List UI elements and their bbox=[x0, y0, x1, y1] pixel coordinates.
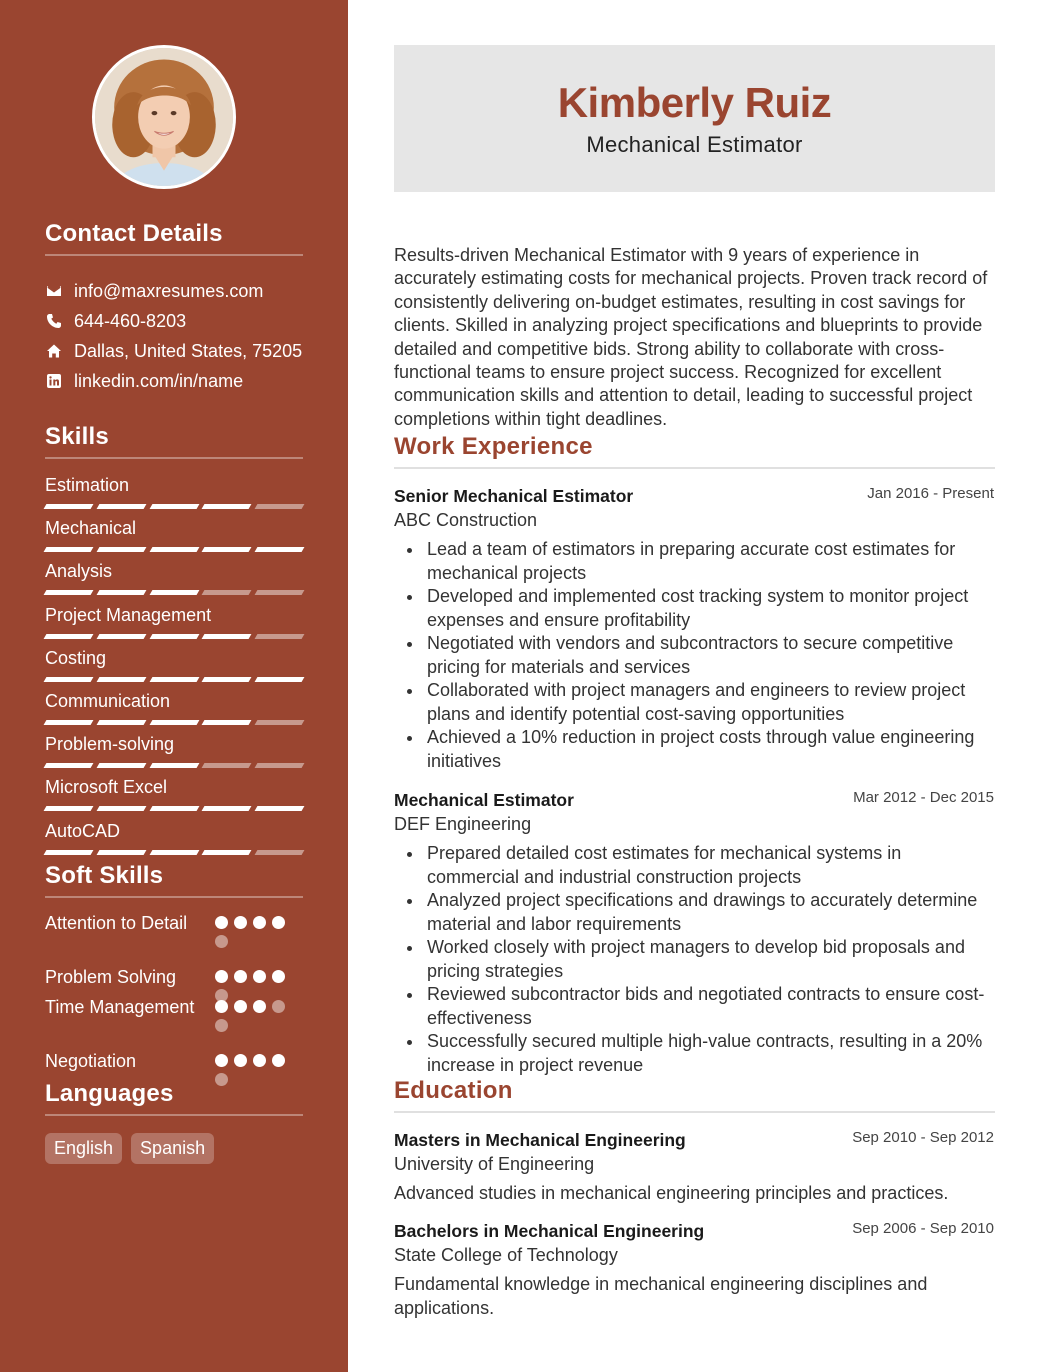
rating-dot bbox=[253, 1000, 266, 1013]
contact-linkedin-text: linkedin.com/in/name bbox=[74, 370, 244, 391]
skill-level-segment bbox=[96, 634, 146, 639]
skill-level-segment bbox=[202, 850, 252, 855]
skill-level-segment bbox=[96, 806, 146, 811]
skill-level-segment bbox=[96, 504, 146, 509]
skill-level-segment bbox=[255, 677, 305, 682]
rating-dot bbox=[234, 1054, 247, 1067]
skill-level-segment bbox=[44, 763, 94, 768]
summary-text: Results-driven Mechanical Estimator with 9 years of experience in accurately estimating costs for mechanical projects. Proven track record of consistently delivering on-budget estimates, resulting in cost savings for clients. Skilled in analyzing project specifications and blueprints to provide detailed and competitive bids. Strong ability to collaborate with cross-functional teams to ensure project success. Recognized for excellent communication skills and attention to detail, leading to successful project completions within tight deadlines. bbox=[394, 245, 988, 429]
job-bullet: Lead a team of estimators in preparing accurate cost estimates for mechanical projects bbox=[394, 538, 994, 585]
job-bullet: Reviewed subcontractor bids and negotiated contracts to ensure cost-effectiveness bbox=[394, 983, 994, 1030]
contact-linkedin[interactable] bbox=[45, 366, 315, 396]
skill-level-segment bbox=[44, 806, 94, 811]
language-tag: Spanish bbox=[131, 1133, 214, 1164]
soft-skill-rating bbox=[215, 916, 295, 948]
skill-level-segment bbox=[149, 590, 199, 595]
rating-dot bbox=[215, 1000, 228, 1013]
skill-level-segment bbox=[149, 806, 199, 811]
job-title: Senior Mechanical Estimator bbox=[394, 486, 634, 506]
skill-level-segment bbox=[149, 634, 199, 639]
skill-level-segment bbox=[96, 590, 146, 595]
soft-skills-heading: Soft Skills bbox=[45, 862, 303, 898]
skill-level-bar bbox=[45, 504, 303, 509]
job-entry bbox=[394, 484, 994, 773]
skill-level-segment bbox=[202, 634, 252, 639]
skill-level-segment bbox=[255, 634, 305, 639]
job-bullet: Achieved a 10% reduction in project costs through value engineering initiatives bbox=[394, 726, 994, 773]
home-icon bbox=[45, 342, 63, 360]
skill-item bbox=[45, 775, 303, 818]
soft-skills-list bbox=[45, 912, 303, 1080]
skill-item bbox=[45, 732, 303, 775]
soft-skill-name: Time Management bbox=[45, 997, 195, 1017]
language-tag: English bbox=[45, 1133, 122, 1164]
skill-level-segment bbox=[44, 590, 94, 595]
rating-dot bbox=[215, 935, 228, 948]
skill-item bbox=[45, 516, 303, 559]
contact-heading: Contact Details bbox=[45, 220, 303, 256]
skill-level-segment bbox=[96, 720, 146, 725]
skill-level-segment bbox=[149, 720, 199, 725]
job-bullet: Prepared detailed cost estimates for mechanical systems in commercial and industrial construction projects bbox=[394, 842, 994, 889]
job-company: DEF Engineering bbox=[394, 814, 532, 834]
phone-icon bbox=[45, 312, 63, 330]
skills-heading: Skills bbox=[45, 423, 303, 459]
skill-level-segment bbox=[149, 504, 199, 509]
rating-dot bbox=[272, 1054, 285, 1067]
skill-level-bar bbox=[45, 720, 303, 725]
job-date: Mar 2012 - Dec 2015 bbox=[853, 789, 994, 806]
soft-skill-item bbox=[45, 966, 303, 996]
skill-level-segment bbox=[44, 850, 94, 855]
name-header bbox=[394, 45, 995, 192]
person-title: Mechanical Estimator bbox=[586, 132, 803, 157]
job-bullet: Worked closely with project managers to develop bid proposals and pricing strategies bbox=[394, 936, 994, 983]
rating-dot bbox=[253, 970, 266, 983]
skill-level-segment bbox=[255, 504, 305, 509]
job-bullet: Collaborated with project managers and engineers to review project plans and identify potential cost-saving opportunities bbox=[394, 679, 994, 726]
skill-name: Microsoft Excel bbox=[45, 777, 168, 798]
education-date: Sep 2006 - Sep 2010 bbox=[852, 1220, 994, 1237]
languages-list bbox=[45, 1133, 214, 1164]
skill-level-segment bbox=[255, 806, 305, 811]
skill-name: Project Management bbox=[45, 604, 212, 625]
contact-list bbox=[45, 276, 315, 396]
skill-level-segment bbox=[202, 547, 252, 552]
rating-dot bbox=[253, 1054, 266, 1067]
rating-dot bbox=[215, 1054, 228, 1067]
skill-name: Analysis bbox=[45, 561, 113, 582]
skill-name: AutoCAD bbox=[45, 820, 121, 841]
job-company: ABC Construction bbox=[394, 510, 538, 530]
skill-level-segment bbox=[149, 677, 199, 682]
sidebar bbox=[0, 0, 348, 1372]
profile-photo bbox=[92, 45, 236, 189]
skill-level-bar bbox=[45, 806, 303, 811]
skill-item bbox=[45, 646, 303, 689]
education-description: Advanced studies in mechanical engineering principles and practices. bbox=[394, 1183, 949, 1203]
skill-level-segment bbox=[202, 677, 252, 682]
mail-icon bbox=[45, 282, 63, 300]
skill-level-bar bbox=[45, 677, 303, 682]
rating-dot bbox=[253, 916, 266, 929]
skill-level-segment bbox=[255, 763, 305, 768]
rating-dot bbox=[272, 970, 285, 983]
rating-dot bbox=[234, 916, 247, 929]
education-heading: Education bbox=[394, 1077, 995, 1113]
soft-skill-item bbox=[45, 912, 303, 966]
portrait-image bbox=[95, 48, 233, 186]
rating-dot bbox=[215, 970, 228, 983]
skill-level-segment bbox=[96, 850, 146, 855]
skill-level-segment bbox=[44, 677, 94, 682]
skill-item bbox=[45, 559, 303, 602]
skill-level-segment bbox=[255, 720, 305, 725]
degree-title: Masters in Mechanical Engineering bbox=[394, 1130, 686, 1150]
skill-name: Mechanical bbox=[45, 518, 137, 539]
contact-email[interactable] bbox=[45, 276, 315, 306]
work-experience-heading: Work Experience bbox=[394, 433, 995, 469]
skill-level-segment bbox=[149, 763, 199, 768]
contact-email-text: info@maxresumes.com bbox=[74, 280, 264, 301]
contact-address bbox=[45, 336, 315, 366]
skill-item bbox=[45, 819, 303, 862]
skill-name: Communication bbox=[45, 690, 171, 711]
school-name: University of Engineering bbox=[394, 1154, 595, 1174]
contact-address-text: Dallas, United States, 75205 bbox=[74, 340, 303, 361]
rating-dot bbox=[272, 1000, 285, 1013]
skill-level-segment bbox=[202, 720, 252, 725]
skill-level-segment bbox=[255, 850, 305, 855]
skill-name: Costing bbox=[45, 647, 107, 668]
skill-level-segment bbox=[202, 806, 252, 811]
skill-level-segment bbox=[44, 634, 94, 639]
languages-heading: Languages bbox=[45, 1080, 303, 1116]
person-name: Kimberly Ruiz bbox=[557, 79, 832, 126]
job-bullet: Negotiated with vendors and subcontractors to secure competitive pricing for materials and services bbox=[394, 632, 994, 679]
job-entry bbox=[394, 788, 994, 1077]
skill-level-segment bbox=[96, 547, 146, 552]
school-name: State College of Technology bbox=[394, 1245, 618, 1265]
skill-level-segment bbox=[44, 504, 94, 509]
skill-level-segment bbox=[96, 677, 146, 682]
skill-level-segment bbox=[149, 547, 199, 552]
education-entry bbox=[394, 1128, 994, 1206]
skill-level-bar bbox=[45, 850, 303, 855]
skill-level-bar bbox=[45, 547, 303, 552]
rating-dot bbox=[234, 970, 247, 983]
job-bullet: Analyzed project specifications and drawings to accurately determine material and labor requirements bbox=[394, 889, 994, 936]
skill-level-segment bbox=[255, 547, 305, 552]
soft-skill-name: Attention to Detail bbox=[45, 913, 188, 933]
skill-level-segment bbox=[149, 850, 199, 855]
soft-skill-name: Negotiation bbox=[45, 1051, 137, 1071]
skill-level-segment bbox=[202, 504, 252, 509]
contact-phone[interactable] bbox=[45, 306, 315, 336]
skill-item bbox=[45, 473, 303, 516]
skills-list bbox=[45, 473, 303, 862]
soft-skill-name: Problem Solving bbox=[45, 967, 177, 987]
contact-phone-text: 644-460-8203 bbox=[74, 310, 187, 331]
rating-dot bbox=[272, 916, 285, 929]
soft-skill-item bbox=[45, 1050, 303, 1080]
job-bullet: Successfully secured multiple high-value contracts, resulting in a 20% increase in project revenue bbox=[394, 1030, 994, 1077]
job-date: Jan 2016 - Present bbox=[867, 485, 994, 502]
skill-level-bar bbox=[45, 590, 303, 595]
job-bullets bbox=[394, 538, 994, 773]
job-title: Mechanical Estimator bbox=[394, 790, 574, 810]
skill-level-segment bbox=[96, 763, 146, 768]
education-entry bbox=[394, 1219, 994, 1320]
skill-level-segment bbox=[255, 590, 305, 595]
rating-dot bbox=[215, 1019, 228, 1032]
skill-level-bar bbox=[45, 763, 303, 768]
job-bullets bbox=[394, 842, 994, 1077]
skill-level-segment bbox=[202, 590, 252, 595]
skill-level-segment bbox=[202, 763, 252, 768]
skill-level-segment bbox=[44, 547, 94, 552]
skill-item bbox=[45, 603, 303, 646]
education-description: Fundamental knowledge in mechanical engineering disciplines and applications. bbox=[394, 1274, 928, 1318]
soft-skill-item bbox=[45, 996, 303, 1050]
degree-title: Bachelors in Mechanical Engineering bbox=[394, 1221, 705, 1241]
rating-dot bbox=[215, 916, 228, 929]
soft-skill-rating bbox=[215, 1000, 295, 1032]
linkedin-icon bbox=[45, 372, 63, 390]
skill-name: Estimation bbox=[45, 475, 130, 495]
skill-item bbox=[45, 689, 303, 732]
education-date: Sep 2010 - Sep 2012 bbox=[852, 1129, 994, 1146]
rating-dot bbox=[234, 1000, 247, 1013]
job-bullet: Developed and implemented cost tracking system to monitor project expenses and ensure profitability bbox=[394, 585, 994, 632]
skill-level-bar bbox=[45, 634, 303, 639]
skill-name: Problem-solving bbox=[45, 734, 175, 755]
skill-level-segment bbox=[44, 720, 94, 725]
